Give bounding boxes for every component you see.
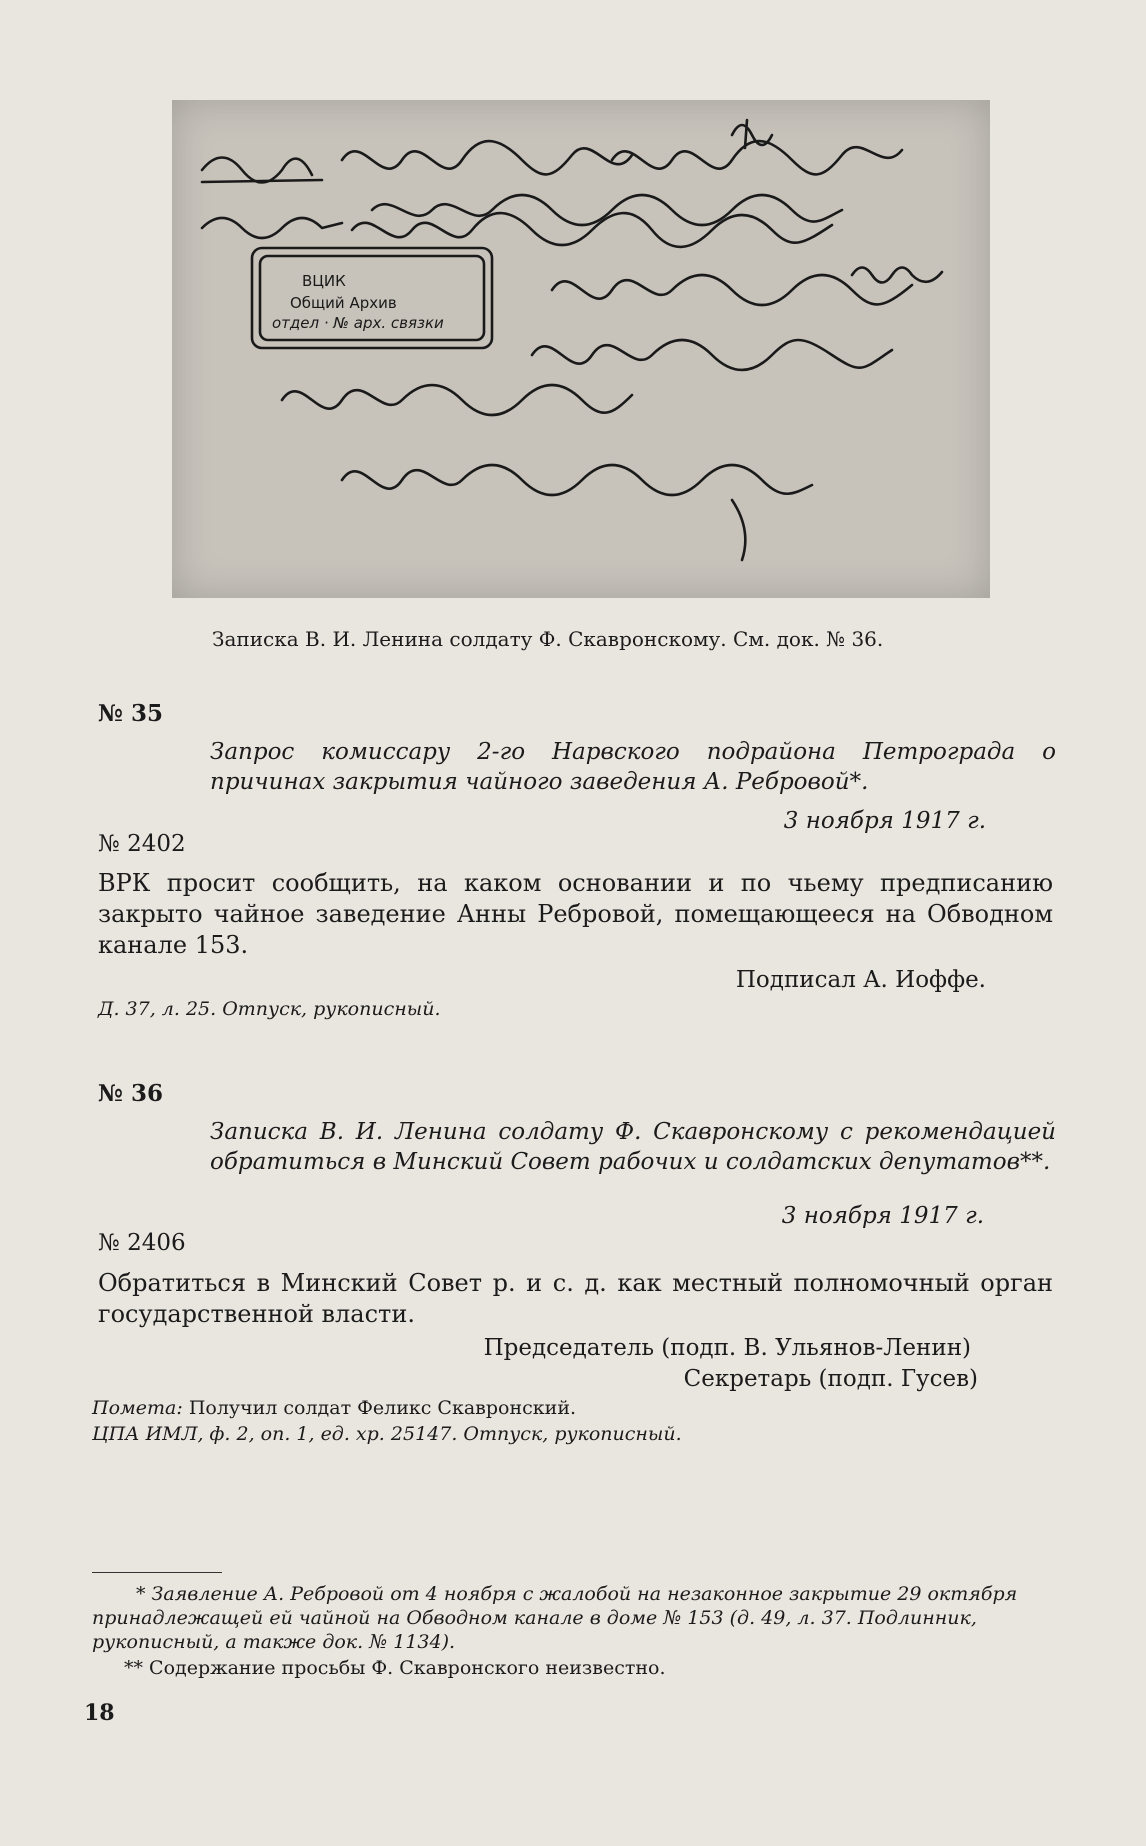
archive-reference: Д. 37, л. 25. Отпуск, рукописный. [98,998,441,1020]
facsimile-photo [172,100,990,598]
handwriting-stroke [612,141,902,174]
handwriting-stroke [372,195,842,225]
footnote: * Заявление А. Ребровой от 4 ноября с жалобой на незаконное закрытие 29 октября принадлежащей ей чайной на Обводном канале в доме № 153 (д. 49, л. 37. Подлинник, рукописный, а также док. № 1134). [92,1583,1018,1653]
document-date: 3 ноября 1917 г. [783,808,986,834]
handwriting-stroke [202,158,312,183]
annotation-note [92,1397,576,1419]
signature-line: Подписал А. Иоффе. [735,967,986,993]
handwriting-stroke [202,218,342,238]
document-body: ВРК просит сообщить, на каком основании и по чьему предписанию закрыто чайное заведение Анны Ребровой, помещающееся на Обводном канале 153. [98,869,1053,959]
handwriting-stroke [532,340,892,370]
handwriting-stroke [342,465,812,495]
handwriting-stroke [282,385,632,415]
stamp-text: отдел · № арх. связки [272,314,444,332]
handwriting-stroke [202,180,322,182]
document-number: № 35 [98,700,164,727]
stamp-text: Общий Архив [290,294,397,312]
archive-reference: ЦПА ИМЛ, ф. 2, оп. 1, ед. хр. 25147. Отпуск, рукописный. [92,1423,682,1445]
figure-caption: Записка В. И. Ленина солдату Ф. Скавронскому. См. док. № 36. [212,627,884,651]
handwriting-stroke [732,120,772,148]
document-title: Записка В. И. Ленина солдату Ф. Скавронскому с рекомендацией обратиться в Минский Совет рабочих и солдатских депутатов**. [210,1119,1056,1175]
document-date: 3 ноября 1917 г. [781,1203,984,1229]
document-body: Обратиться в Минский Совет р. и с. д. как местный полномочный орган государственной власти. [98,1269,1053,1328]
handwritten-note-image [172,100,990,598]
stamp-text: ВЦИК [302,272,346,290]
footnote-divider [92,1572,222,1573]
footnote: ** Содержание просьбы Ф. Скавронского неизвестно. [124,1657,666,1679]
registry-number: № 2402 [98,831,186,857]
registry-number: № 2406 [98,1230,186,1256]
signature-line: Председатель (подп. В. Ульянов-Ленин) [483,1335,971,1361]
handwriting-stroke [352,213,832,247]
annotation-label: Помета: [92,1397,183,1419]
handwriting-stroke [732,500,745,560]
handwriting-stroke [342,141,632,174]
handwriting-stroke [852,268,942,283]
document-title: Запрос комиссару 2-го Нарвского подрайона Петрограда о причинах закрытия чайного заведения А. Ребровой*. [210,739,1056,795]
document-number: № 36 [98,1080,164,1107]
signature-line: Секретарь (подп. Гусев) [683,1366,978,1392]
handwriting-stroke [552,275,912,305]
page-number: 18 [84,1700,115,1726]
annotation-text: Получил солдат Феликс Скавронский. [188,1397,577,1419]
